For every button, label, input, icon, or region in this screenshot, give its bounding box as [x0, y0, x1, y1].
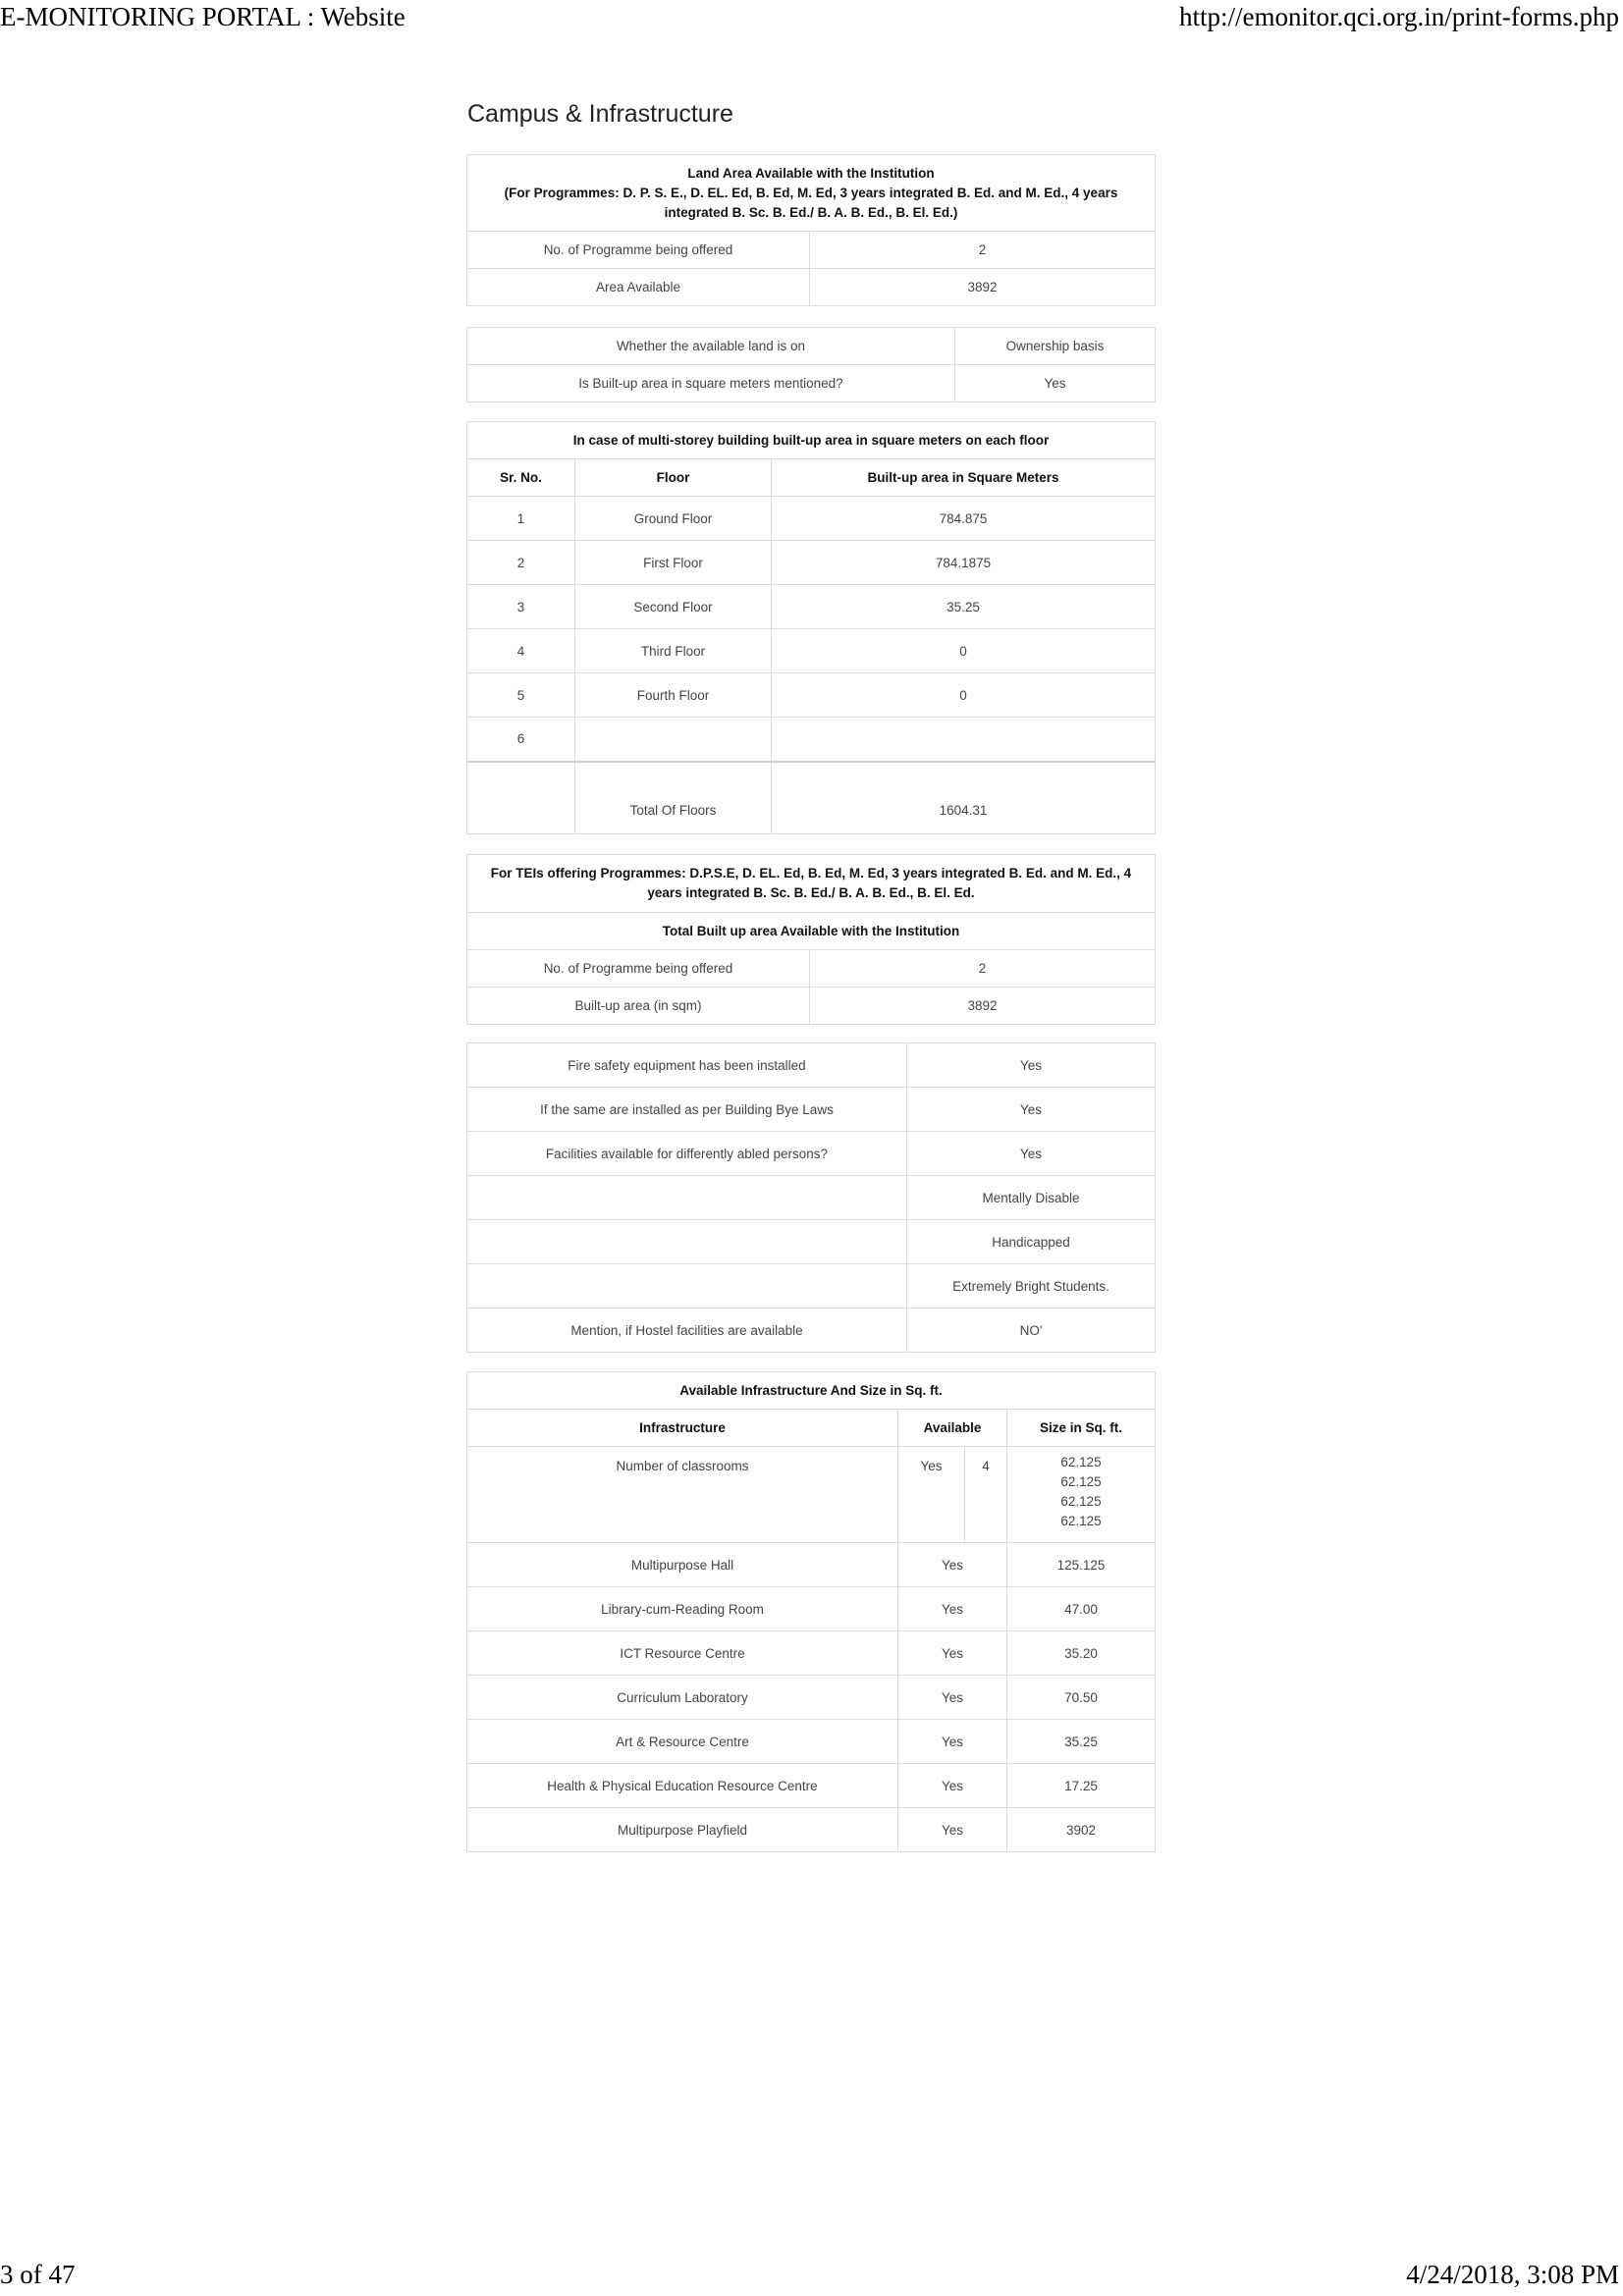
row-value: Yes — [955, 365, 1156, 402]
table-row — [467, 585, 1156, 629]
infra-size: 35.20 — [1007, 1631, 1156, 1676]
floor-name: Second Floor — [575, 585, 772, 629]
floor-area — [772, 718, 1156, 762]
floor-name — [575, 718, 772, 762]
table-row — [467, 950, 1156, 988]
table-row — [467, 328, 1156, 365]
total-row — [467, 762, 1156, 834]
land-area-caption-programmes: (For Programmes: D. P. S. E., D. EL. Ed, B. Ed, M. Ed, 3 years integrated B. Ed. and M. Ed., 4 years integrated B. Sc. B. Ed./ B. A. B. Ed., B. El. Ed.) — [504, 185, 1118, 220]
print-header-url: http://emonitor.qci.org.in/print-forms.php — [1179, 2, 1619, 31]
row-value: 3892 — [810, 269, 1156, 306]
classroom-size: 62.125 — [1060, 1494, 1102, 1509]
floor-name: Third Floor — [575, 629, 772, 673]
table-row — [467, 1543, 1156, 1587]
total-sr-no — [467, 762, 575, 834]
table-row — [467, 541, 1156, 585]
row-value: Ownership basis — [955, 328, 1156, 365]
row-value: 2 — [810, 950, 1156, 988]
row-label: No. of Programme being offered — [467, 232, 810, 269]
infra-available: Yes — [898, 1587, 1007, 1631]
header-builtup-area: Built-up area in Square Meters — [772, 459, 1156, 497]
table-row — [467, 1808, 1156, 1852]
infra-label: Library-cum-Reading Room — [467, 1587, 898, 1631]
table-row — [467, 1587, 1156, 1631]
row-label: Mention, if Hostel facilities are available — [467, 1308, 907, 1353]
infra-label: Art & Resource Centre — [467, 1720, 898, 1764]
table-row — [467, 1720, 1156, 1764]
header-size: Size in Sq. ft. — [1007, 1410, 1156, 1447]
infra-caption: Available Infrastructure And Size in Sq. ft. — [467, 1372, 1156, 1410]
floors-caption: In case of multi-storey building built-up area in square meters on each floor — [467, 422, 1156, 459]
land-area-table — [466, 154, 1156, 306]
classroom-size: 62.125 — [1060, 1514, 1102, 1528]
infra-available: Yes — [898, 1764, 1007, 1808]
classroom-size: 62.125 — [1060, 1474, 1102, 1489]
row-value: Mentally Disable — [907, 1176, 1156, 1220]
land-area-caption — [467, 155, 1156, 232]
row-label: No. of Programme being offered — [467, 950, 810, 988]
table-row — [467, 1631, 1156, 1676]
row-value: 3892 — [810, 988, 1156, 1025]
builtup-caption: For TEIs offering Programmes: D.P.S.E, D. EL. Ed, B. Ed, M. Ed, 3 years integrated B. Ed. and M. Ed., 4 years integrated B. Sc. B. Ed./ B. A. B. Ed., B. El. Ed. — [467, 855, 1156, 913]
infra-size: 125.125 — [1007, 1543, 1156, 1587]
floor-area: 784.1875 — [772, 541, 1156, 585]
row-label — [467, 1220, 907, 1264]
infrastructure-table — [466, 1371, 1156, 1852]
ownership-table — [466, 327, 1156, 402]
infra-size: 35.25 — [1007, 1720, 1156, 1764]
row-value: NO' — [907, 1308, 1156, 1353]
table-row — [467, 718, 1156, 762]
floors-table — [466, 421, 1156, 834]
row-label — [467, 1176, 907, 1220]
table-row — [467, 1132, 1156, 1176]
classroom-size: 62.125 — [1060, 1455, 1102, 1469]
header-sr-no: Sr. No. — [467, 459, 575, 497]
floor-name: Fourth Floor — [575, 673, 772, 718]
sr-no: 4 — [467, 629, 575, 673]
row-value: Extremely Bright Students. — [907, 1264, 1156, 1308]
infra-available: Yes — [898, 1808, 1007, 1852]
row-label: If the same are installed as per Building Bye Laws — [467, 1088, 907, 1132]
infra-size: 47.00 — [1007, 1587, 1156, 1631]
builtup-table — [466, 854, 1156, 1025]
facilities-table — [466, 1042, 1156, 1353]
table-row — [467, 1264, 1156, 1308]
row-label: Whether the available land is on — [467, 328, 955, 365]
sr-no: 2 — [467, 541, 575, 585]
row-label: Fire safety equipment has been installed — [467, 1043, 907, 1088]
floor-area: 35.25 — [772, 585, 1156, 629]
infra-label: Health & Physical Education Resource Centre — [467, 1764, 898, 1808]
table-row — [467, 629, 1156, 673]
floor-area: 784.875 — [772, 497, 1156, 541]
row-value: Handicapped — [907, 1220, 1156, 1264]
total-label: Total Of Floors — [575, 762, 772, 834]
infra-label: Curriculum Laboratory — [467, 1676, 898, 1720]
sr-no: 3 — [467, 585, 575, 629]
row-value: Yes — [907, 1132, 1156, 1176]
row-label — [467, 1264, 907, 1308]
sr-no: 5 — [467, 673, 575, 718]
header-floor: Floor — [575, 459, 772, 497]
floor-area: 0 — [772, 673, 1156, 718]
floor-area: 0 — [772, 629, 1156, 673]
row-label: Facilities available for differently abled persons? — [467, 1132, 907, 1176]
table-row — [467, 1220, 1156, 1264]
classrooms-count: 4 — [965, 1447, 1007, 1543]
header-infrastructure: Infrastructure — [467, 1410, 898, 1447]
table-row — [467, 1043, 1156, 1088]
header-available: Available — [898, 1410, 1007, 1447]
table-row — [467, 988, 1156, 1025]
table-row — [467, 269, 1156, 306]
classrooms-row — [467, 1447, 1156, 1543]
floor-name: First Floor — [575, 541, 772, 585]
infra-available: Yes — [898, 1631, 1007, 1676]
floor-name: Ground Floor — [575, 497, 772, 541]
infra-available: Yes — [898, 1720, 1007, 1764]
print-header-title: E-MONITORING PORTAL : Website — [0, 2, 406, 31]
classrooms-label: Number of classrooms — [467, 1447, 898, 1543]
builtup-subcaption: Total Built up area Available with the Institution — [467, 913, 1156, 950]
row-label: Area Available — [467, 269, 810, 306]
infra-label: Multipurpose Playfield — [467, 1808, 898, 1852]
table-row — [467, 1764, 1156, 1808]
infra-label: Multipurpose Hall — [467, 1543, 898, 1587]
table-row — [467, 1088, 1156, 1132]
classrooms-sizes — [1007, 1447, 1156, 1543]
infra-available: Yes — [898, 1543, 1007, 1587]
infra-available: Yes — [898, 1676, 1007, 1720]
row-label: Built-up area (in sqm) — [467, 988, 810, 1025]
row-label: Is Built-up area in square meters mentioned? — [467, 365, 955, 402]
infra-size: 70.50 — [1007, 1676, 1156, 1720]
row-value: Yes — [907, 1043, 1156, 1088]
print-footer-page: 3 of 47 — [0, 2260, 76, 2289]
land-area-caption-title: Land Area Available with the Institution — [687, 165, 935, 181]
infra-size: 17.25 — [1007, 1764, 1156, 1808]
table-row — [467, 1308, 1156, 1353]
row-value: 2 — [810, 232, 1156, 269]
sr-no: 6 — [467, 718, 575, 762]
total-value: 1604.31 — [772, 762, 1156, 834]
print-footer-datetime: 4/24/2018, 3:08 PM — [1406, 2260, 1619, 2289]
table-row — [467, 1676, 1156, 1720]
table-row — [467, 365, 1156, 402]
sr-no: 1 — [467, 497, 575, 541]
row-value: Yes — [907, 1088, 1156, 1132]
classrooms-available: Yes — [898, 1447, 965, 1543]
infra-label: ICT Resource Centre — [467, 1631, 898, 1676]
table-row — [467, 497, 1156, 541]
infra-size: 3902 — [1007, 1808, 1156, 1852]
table-row — [467, 232, 1156, 269]
table-row — [467, 673, 1156, 718]
table-row — [467, 1176, 1156, 1220]
page-title: Campus & Infrastructure — [467, 100, 733, 128]
